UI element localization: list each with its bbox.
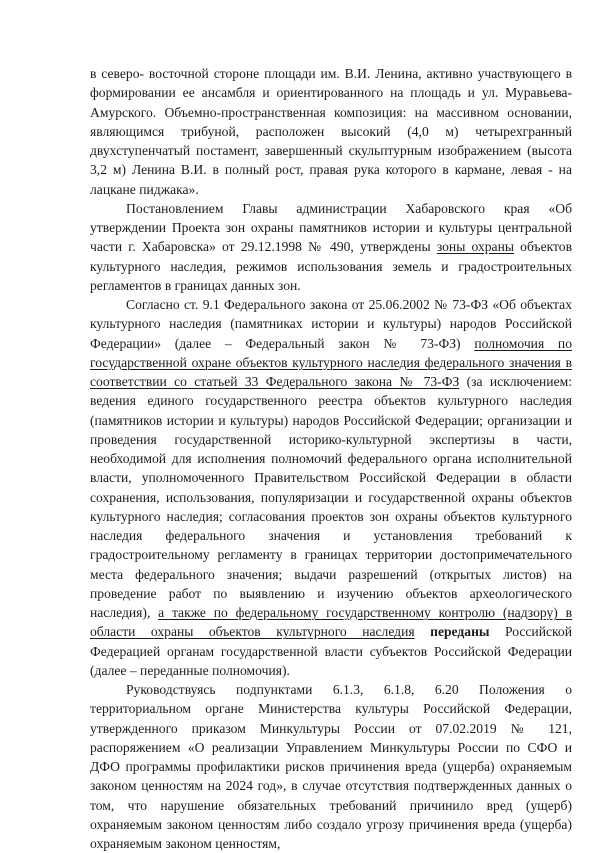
text-segment: в северо- восточной стороне площади им. В.И. Ленина, активно участвующего в формировании ее ансамбля и ориентированного на площадь и ул. Муравьева-Амурского. Объемно-пространственная композиция: на массивном основании, являющимся трибуной, расположен высокий (4,0 м) четырехгранный двухступенчатый постамент, завершенный скульптурным изображением (высота 3,2 м) Ленина В.И. в полный рост, правая рука которого в кармане, левая - на лацкане пиджака».	[90, 66, 572, 197]
text-segment: объектов культурного наследия, режимов использования земель и градостроительных регламентов в границах данных зон.	[90, 239, 573, 293]
text-segment: Постановлением Главы администрации Хабаровского края «Об утверждении Проекта зон охраны памятников истории и культуры центральной части г. Хабаровска» от 29.12.1998 № 490, утверждены	[90, 200, 572, 255]
text-segment: Согласно ст. 9.1 Федерального закона от 25.06.2002 № 73-ФЗ «Об объектах культурного наследия (памятниках истории и культуры) народов Российской Федерации» (далее – Федеральный закон № 73-ФЗ)	[90, 297, 572, 351]
document-body	[90, 64, 572, 853]
text-segment: Российской Федерацией органам государственной власти субъектов Российской Федерации (далее – переданные полномочия).	[90, 624, 572, 678]
text-segment	[415, 624, 430, 639]
paragraph-protection-zones	[90, 199, 572, 295]
text-segment: Руководствуясь подпунктами 6.1.3, 6.1.8, 6.20 Положения о территориальном органе Министерства культуры Российской Федерации, утвержденного приказом Минкультуры России от 07.02.2019 № 121, распоряжением «О реализации Управлением Минкультуры России по СФО и ДФО программы профилактики рисков причинения вреда (ущерба) охраняемым законом ценностям на 2024 год», в случае отсутствия подтвержденных данных о том, что нарушение обязательных требований причинило вред (ущерб) охраняемым законом ценностям либо создало угрозу причинения вреда (ущерба) охраняемым законом ценностям,	[90, 682, 572, 851]
bold-text: переданы	[430, 624, 490, 640]
paragraph-guided-by	[90, 680, 572, 853]
paragraph-federal-law	[90, 295, 572, 680]
paragraph-monument-description	[90, 64, 572, 199]
underlined-text: а также по федеральному государственному контролю (надзору) в области охраны объектов культурного наследия	[90, 605, 573, 640]
underlined-text: зоны охраны	[436, 239, 514, 255]
underlined-text: полномочия по государственной охране объектов культурного наследия федерального значения в соответствии со статьей 33 Федерального закона № 73-ФЗ	[90, 335, 573, 389]
text-segment: (за исключением: ведения единого государственного реестра объектов культурного наследия (памятников истории и культуры) народов Российской Федерации; организации и проведения государственной историко-культурной экспертизы в части, необходимой для исполнения полномочий федерального органа исполнительной власти, уполномоченного Правительством Российской Федерации в области сохранения, использования, популяризации и государственной охраны объектов культурного наследия; согласования проектов зон охраны объектов культурного наследия федерального значения и установления требований к градостроительному регламенту в границах территории достопримечательного места федерального значения; выдачи разрешений (открытых листов) на проведение работ по выявлению и изучению объектов археологического наследия),	[90, 374, 572, 620]
